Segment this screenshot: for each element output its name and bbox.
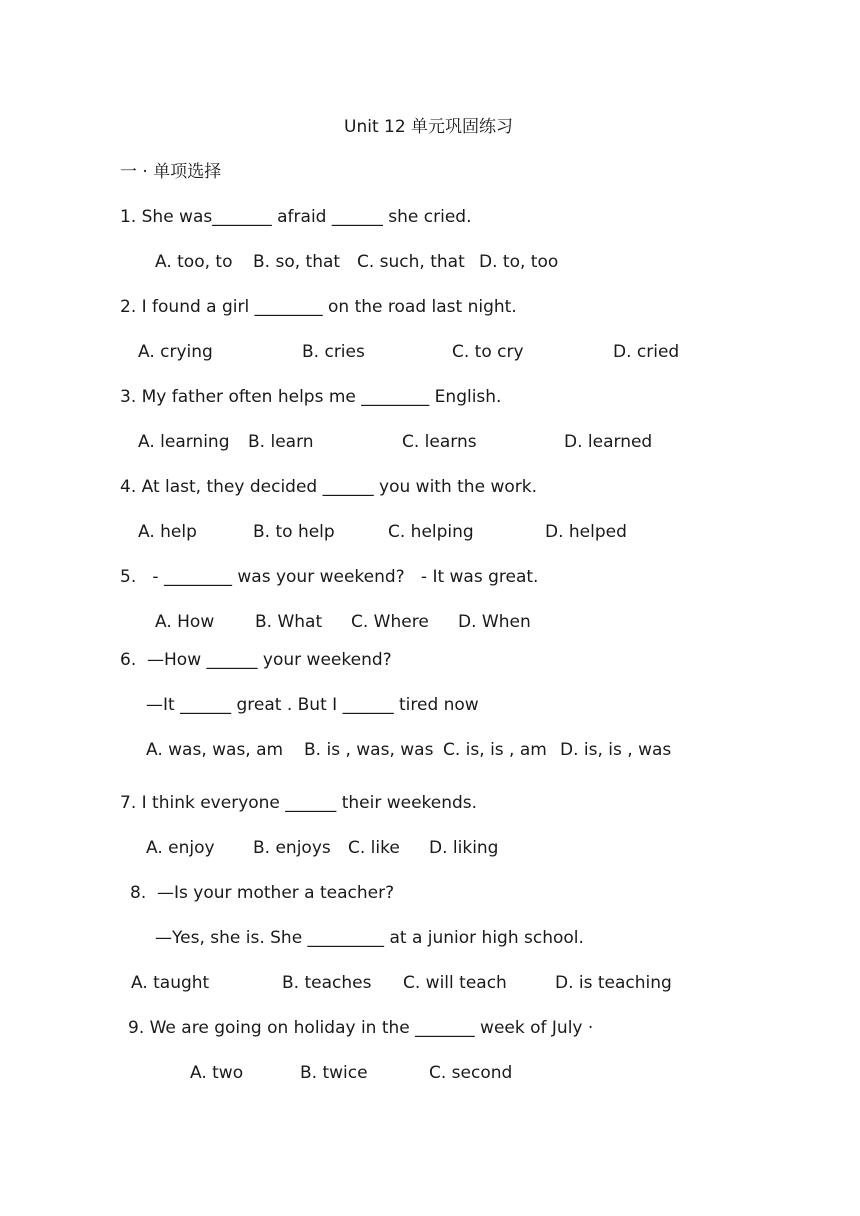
question-6-option-a: A. was, was, am (146, 740, 284, 760)
question-7-option-d: D. liking (429, 838, 499, 858)
question-2-stem: 2. I found a girl ________ on the road last night. (120, 297, 517, 317)
question-5-option-c: C. Where (351, 612, 429, 632)
question-7-option-b: B. enjoys (253, 838, 331, 858)
question-4-option-a: A. help (138, 522, 197, 542)
question-8-option-c: C. will teach (403, 973, 507, 993)
question-5-option-d: D. When (458, 612, 531, 632)
question-1-option-a: A. too, to (155, 252, 233, 272)
question-5-option-a: A. How (155, 612, 215, 632)
question-4-stem: 4. At last, they decided ______ you with the work. (120, 477, 537, 497)
question-3-stem: 3. My father often helps me ________ English. (120, 387, 502, 407)
question-1-option-d: D. to, too (479, 252, 559, 272)
question-3-option-d: D. learned (564, 432, 653, 452)
question-6-stem: 6. —How ______ your weekend? (120, 650, 392, 670)
question-3-option-a: A. learning (138, 432, 230, 452)
question-8-stem-reply: —Yes, she is. She _________ at a junior high school. (155, 928, 584, 948)
question-9-option-c: C. second (429, 1063, 513, 1083)
question-2-option-a: A. crying (138, 342, 213, 362)
question-5-option-b: B. What (255, 612, 323, 632)
question-7-option-c: C. like (348, 838, 400, 858)
section-heading: 一 · 单项选择 (120, 162, 222, 182)
question-4-option-b: B. to help (253, 522, 335, 542)
question-3-option-c: C. learns (402, 432, 477, 452)
question-4-option-c: C. helping (388, 522, 474, 542)
question-1-stem: 1. She was_______ afraid ______ she cried. (120, 207, 472, 227)
question-7-stem: 7. I think everyone ______ their weekends. (120, 793, 478, 813)
question-6-stem-reply: —It ______ great . But I ______ tired now (146, 695, 479, 715)
question-8-option-a: A. taught (131, 973, 210, 993)
question-1-option-c: C. such, that (357, 252, 465, 272)
question-9-option-a: A. two (190, 1063, 244, 1083)
question-2-option-b: B. cries (302, 342, 365, 362)
question-6-option-b: B. is , was, was (304, 740, 434, 760)
question-8-option-d: D. is teaching (555, 973, 672, 993)
question-7-option-a: A. enjoy (146, 838, 215, 858)
question-2-option-c: C. to cry (452, 342, 524, 362)
question-8-stem: 8. —Is your mother a teacher? (130, 883, 395, 903)
question-2-option-d: D. cried (613, 342, 680, 362)
question-1-option-b: B. so, that (253, 252, 341, 272)
question-9-option-b: B. twice (300, 1063, 368, 1083)
question-9-stem: 9. We are going on holiday in the _______ week of July · (128, 1018, 594, 1038)
page-title: Unit 12 单元巩固练习 (344, 117, 514, 137)
question-6-option-c: C. is, is , am (443, 740, 547, 760)
question-6-option-d: D. is, is , was (560, 740, 672, 760)
question-8-option-b: B. teaches (282, 973, 372, 993)
question-5-stem: 5. - ________ was your weekend? - It was great. (120, 567, 539, 587)
question-4-option-d: D. helped (545, 522, 627, 542)
question-3-option-b: B. learn (248, 432, 314, 452)
